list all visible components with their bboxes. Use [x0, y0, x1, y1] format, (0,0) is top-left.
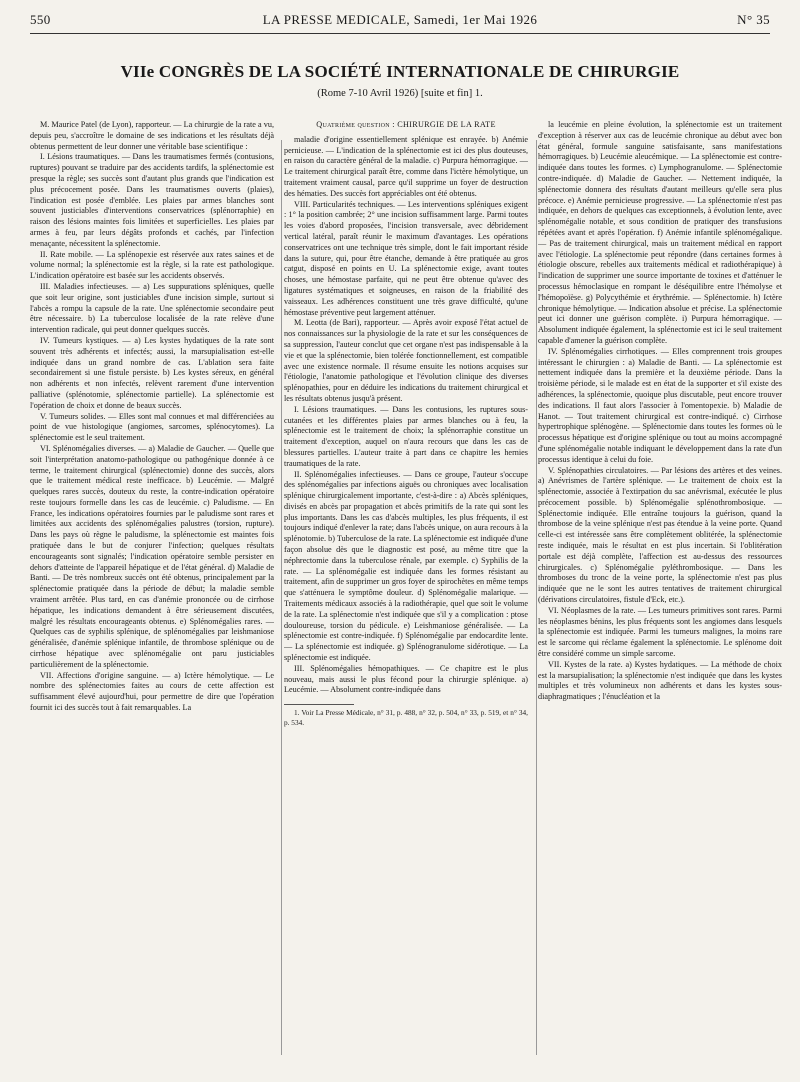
journal-title: LA PRESSE MEDICALE, Samedi, 1er Mai 1926: [262, 12, 538, 27]
paragraph: I. Lésions traumatiques. — Dans les contusions, les ruptures sous-cutanées et les différentes plaies par armes blanches ou à feu, la splénectomie est le traitement de choix; la splénorraphie constitue un traitement d'exception, auquel on n'aura recours que dans les cas de blessures partielles. L'auteur traite à part dans ce chapitre les hernies traumatiques de la rate.: [284, 404, 528, 468]
footnote-rule: [284, 704, 354, 705]
issue-number: N° 35: [737, 12, 770, 27]
column-2: [284, 120, 528, 1070]
paragraph: VI. Néoplasmes de la rate. — Les tumeurs primitives sont rares. Parmi les néoplasmes bénins, les plus fréquents sont les angiomes dans lesquels la splénectomie est indiquée. Parmi les tumeurs malignes, la moins rare est le sarcome qui réclame également la splénectomie. Le splénome doit être considéré comme un simple sarcome.: [538, 605, 782, 659]
column-3: [538, 120, 782, 1070]
article-title: VIIe CONGRÈS DE LA SOCIÉTÉ INTERNATIONALE DE CHIRURGIE: [120, 62, 680, 81]
paragraph: VII. Kystes de la rate. a) Kystes hydatiques. — La méthode de choix est la marsupialisation; la splénectomie n'est indiquée que dans les kystes multiples et très volumineux non adhérents et dans les kystes sous-diaphragmatiques ; l'énucléation et la: [538, 659, 782, 702]
paragraph: III. Splénomégalies hémopathiques. — Ce chapitre est le plus nouveau, mais aussi le plus fécond pour la chirurgie splénique. a) Leucémie. — Absolument contre-indiquée dans: [284, 663, 528, 695]
column-divider: [281, 140, 282, 1055]
paragraph: II. Rate mobile. — La splénopexie est réservée aux rates saines et de volume normal; la splénectomie est la règle, si la rate est pathologique. L'indication opératoire est basée sur les accidents observés.: [30, 249, 274, 281]
paragraph: II. Splénomégalies infectieuses. — Dans ce groupe, l'auteur s'occupe des splénomégalies par infections aiguës ou chroniques avec localisation splénique chirurgicalement importante, c'est-à-dire : a) Abcès spléniques, divisés en abcès par propagation et abcès primitifs de la rate qui sont les plus importants. Dans les cas d'abcès multiples, les plus fréquents, il est toujours indiqué d'enlever la rate; dans l'abcès unique, on aura recours à la splénotomie. b) Tuberculose de la rate. La splénectomie est indiquée d'une façon absolue dès que le diagnostic est posé, au même titre que la néphrectomie dans la tuberculose rénale, par exemple. c) Syphilis de la rate. — La splénomégalie est indiquée dans les formes résistant au traitement, afin de supprimer un gros foyer de spirochètes en même temps que s'atténuera le symptôme douleur. d) Splénomégalie malarique. — Traitements médicaux associés à la radiothérapie, quel que soit le volume de la rate. La splénectomie n'est indiquée que s'il y a complication : ptose douloureuse, torsion du pédicule. e) Leishmaniose généralisée. — La splénectomie est contre-indiquée. f) Splénomégalie par endocardite lente. — La splénectomie est indiquée. g) Splénogranulome sidérotique. — La splénectomie est indiquée.: [284, 469, 528, 663]
article-subtitle: (Rome 7-10 Avril 1926) [suite et fin] 1.: [317, 88, 483, 99]
section-heading: Quatrième question : CHIRURGIE DE LA RATE: [316, 120, 496, 129]
column-1: [30, 120, 274, 1070]
paragraph: la leucémie en pleine évolution, la splénectomie est un traitement d'exception à réserver aux cas de leucémie chronique au début avec bon état général, formule sanguine satisfaisante, sans manifestations hémorragiques. b) Leucémie aleucémique. — La splénectomie est contre-indiquée dans toutes les formes. c) Lymphogranulome. — Splénectomie contre-indiquée. d) Maladie de Gaucher. — Nettement indiquée, la splénectomie donnera des résultats d'autant meilleurs qu'elle sera plus précoce. e) Anémie pernicieuse progressive. — La splénectomie n'est pas indiquée, en dehors de quelques cas exceptionnels, à évolution lente, avec splénomégalie notable, et sous condition de pratiquer des transfusions répétées avant et après l'opération. f) Anémie infantile splénomégalique. — Pas de traitement chirurgical, mais un traitement médical en rapport avec l'étiologie. La splénectomie peut répondre (dans certaines formes à étiologie obscure, rebelles aux traitements médical et radiothérapique) à l'indication de supprimer une source importante de toxines et d'atténuer le processus hémoclasique en rompant le déséquilibre entre l'hémolyse et l'hémopoïèse. g) Polycythémie et érythrémie. — Splénectomie. h) Ictère chronique hémolytique. — Indication absolue et précise. La splénectomie peut ici donner une guérison complète. i) Purpura hémorragique. — Absolument indiquée également, la splénectomie est ici le seul traitement capable d'amener la guérison complète.: [538, 120, 782, 345]
paragraph: maladie d'origine essentiellement splénique est enrayée. b) Anémie pernicieuse. — L'indication de la splénectomie est ici des plus douteuses, en raison du caractère général de la maladie. c) Purpura hémorragique. — Le traitement chirurgical paraît être, comme dans l'ictère hémolytique, un traitement vraiment causal, parce qu'il supprime un foyer de destruction des hématies. Des succès fort appréciables ont été obtenus.: [284, 134, 528, 198]
paragraph: V. Splénopathies circulatoires. — Par lésions des artères et des veines. a) Anévrismes de l'artère splénique. — Le traitement de choix est la splénectomie, associée à l'extirpation du sac anévrismal, exécutée le plus précocement possible. b) Splénomégalie splénothrombosique. — Splénectomie indiquée. Elle entraîne toujours la guérison, quand la thrombose de la veine splénique n'est pas étendue à la veine porte. Quand celle-ci est intéressée sans être complètement oblitérée, la splénectomie reste indiquée, mais le résultat en est plus incertain. Si l'oblitération portale est déjà complète, l'affection est au-dessus des ressources chirurgicales. c) Splénomégalie pyléthrombosique. — Dans les thromboses du tronc de la veine porte, la splénectomie n'est pas plus indiquée que ne le sont les autres tentatives de traitement chirurgical (dérivations circulatoires, fistule d'Eck, etc.).: [538, 465, 782, 605]
paragraph: M. Maurice Patel (de Lyon), rapporteur. — La chirurgie de la rate a vu, depuis peu, s'accroître le domaine de ses indications et les résultats déjà obtenus permettent de leur donner une véritable base scientifique :: [30, 120, 274, 151]
column-divider: [536, 140, 537, 1055]
paragraph: M. Leotta (de Bari), rapporteur. — Après avoir exposé l'état actuel de nos connaissances sur la physiologie de la rate et sur les conséquences de sa suppression, l'auteur conclut que cet organe n'est pas indispensable à la vie et que la splénectomie, bien tolérée fonctionnellement, est compatible avec une existence normale. Il résume ensuite les notions acquises sur l'étiologie, l'anatomie pathologique et l'évolution clinique des diverses splénopathies, pour en déduire les indications du traitement chirurgical et les résultats obtenus jusqu'à présent.: [284, 318, 528, 403]
footnote: 1. Voir La Presse Médicale, n° 31, p. 488, n° 32, p. 504, n° 33, p. 519, et n° 34, p. 534.: [284, 708, 528, 727]
paragraph: VI. Splénomégalies diverses. — a) Maladie de Gaucher. — Quelle que soit l'interprétation anatomo-pathologique ou pathogénique donnée à ce terme, le traitement chirurgical (splénectomie) donne des succès, alors que le traitement médical reste inefficace. b) Leucémie. — Malgré quelques rares succès, douteux du reste, la contre-indication opératoire reste toujours formelle dans les cas de leucémie. c) Paludisme. — En France, les indications opératoires fournies par le paludisme sont rares et limitées aux accidents des splénomégalies palustres (torsion, rupture). Dans les pays où règne le paludisme, la splénectomie est maintes fois pratiquée dans le but de conjurer l'infection; quelques résultats encourageants sont signalés; l'indication opératoire semble persister en dehors d'atteinte de l'appareil hépatique et de l'état général. d) Maladie de Banti. — De très nombreux succès ont été obtenus, principalement par la splénectomie pratiquée dans la période de début; la maladie semble vraiment arrêtée. Plus tard, en cas d'anémie prononcée ou de cirrhose hépatique, les indications demandent à être sérieusement discutées, malgré les résultats encourageants obtenus. e) Splénomégalies rares. — Quelques cas de syphilis splénique, de splénomégalies par leishmaniose généralisée, d'anémie splénique infantile, de thrombose splénique ou de cirrhose hépatique avec splénomégalie ont paru justiciables particulièrement de la splénectomie.: [30, 443, 274, 669]
paragraph: III. Maladies infectieuses. — a) Les suppurations spléniques, quelle que soit leur origine, sont justiciables d'une incision simple, surtout si l'abcès a rompu la capsule de la rate. Une splénectomie secondaire peut être nécessaire. b) La tuberculose localisée de la rate relève d'une intervention radicale, qui peut donner quelques succès.: [30, 281, 274, 335]
paragraph: V. Tumeurs solides. — Elles sont mal connues et mal différenciées au point de vue histologique (angiomes, sarcomes, splénocytomes). La splénectomie est le seul traitement.: [30, 411, 274, 443]
running-head: [30, 12, 770, 32]
paragraph: VII. Affections d'origine sanguine. — a) Ictère hémolytique. — Le nombre des splénectomies faites au cours de cette affection est suffisamment élevé aujourd'hui, pour permettre de dire que l'opération fournit ici des succès tout à fait remarquables. La: [30, 670, 274, 713]
page-number: 550: [30, 12, 51, 27]
paragraph: IV. Tumeurs kystiques. — a) Les kystes hydatiques de la rate sont souvent très adhérents et infectés; aussi, la marsupialisation est-elle indiquée dans un grand nombre de cas. L'ablation sera faite secondairement si une fistule persiste. b) Les kystes séreux, en général non adhérents et non infectés, relèvent rarement d'une intervention palliative (splénotomie, splénectomie partielle). La splénectomie est l'opération de choix et donne de beaux succès.: [30, 335, 274, 410]
paragraph: VIII. Particularités techniques. — Les interventions spléniques exigent : 1° la position cambrée; 2° une incision suffisamment large. Parmi toutes les voies d'abord proposées, l'incision transversale, avec débridement vertical latéral, paraît réunir le maximum d'avantages. Les opérations conservatrices ont une technique très simple, dont le fait important réside dans la suture, qui, pour être étanche, demande à être pratiquée au gros catgut, disposé en points en U. La splénectomie exige, avant toutes choses, une hémostase parfaite, qui ne peut être obtenue qu'avec des ligatures systématiques et soigneuses, en raison de la friabilité des vaisseaux. Les adhérences constituent une très grave difficulté, qu'une hémostase préventive peut largement atténuer.: [284, 199, 528, 317]
paragraph: IV. Splénomégalies cirrhotiques. — Elles comprennent trois groupes intéressant le chirurgien : a) Maladie de Banti. — La splénectomie est nettement indiquée dans la première et la deuxième période. Dans la troisième période, si le malade est en état de la supporter et s'il existe des adhérences, la splénectomie, quoique plus discutable, peut encore trouver des indications. Il faut alors l'associer à l'omentopexie. b) Maladie de Hanot. — Tout traitement chirurgical est contre-indiqué. c) Cirrhose hypertrophique splénogène. — Splénectomie dans toutes les formes où le processus hépatique est d'origine splénique ou tout au moins accompagné d'une splénomégalie notable indiquant le développement dans la rate d'un processus identique à celui du foie.: [538, 346, 782, 464]
header-rule: [30, 33, 770, 34]
paragraph: I. Lésions traumatiques. — Dans les traumatismes fermés (contusions, ruptures) pouvant se traduire par des accidents tardifs, la splénectomie est presque la règle; ses succès sont d'autant plus grands que l'indication est plus précocement posée. Dans les traumatismes ouverts (plaies), l'indication est posée d'emblée. Les plaies par armes blanches sont souvent justiciables d'interventions conservatrices (splénorraphie) en raison des lésions maintes fois limitées et superficielles. Les plaies par armes à feu, par leurs dégâts profonds et cachés, par l'infection menaçante, nécessitent la splénectomie.: [30, 152, 274, 248]
